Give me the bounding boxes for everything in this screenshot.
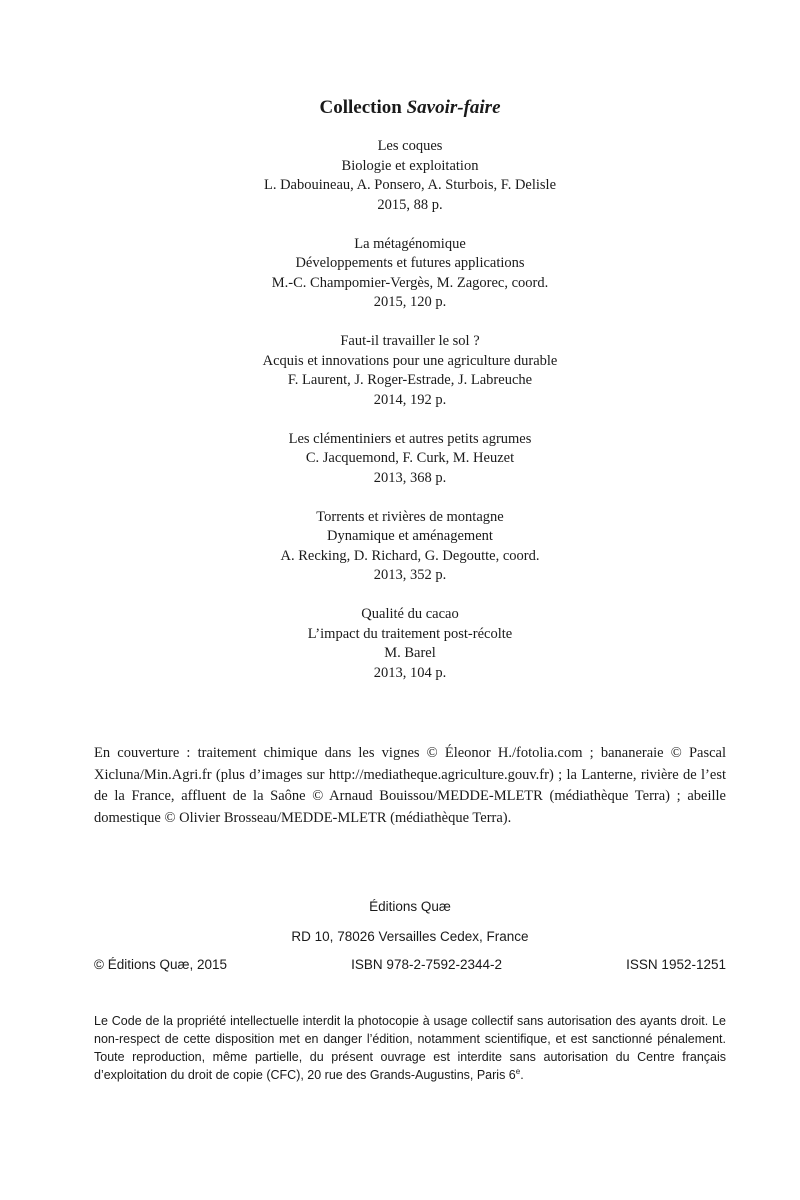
book-authors: C. Jacquemond, F. Curk, M. Heuzet	[305, 450, 515, 466]
book-list	[0, 137, 800, 703]
isbn: ISBN 978-2-7592-2344-2	[351, 957, 503, 972]
book-subtitle: Acquis et innovations pour une agriculture durable	[262, 352, 558, 369]
book-authors: M.-C. Champomier-Vergès, M. Zagorec, coord.	[271, 274, 549, 291]
book-year-pages: 2015, 88 p.	[377, 196, 443, 213]
cover-credits: En couverture : traitement chimique dans les vignes © Éleonor H./fotolia.com ; bananeraie © Pascal Xicluna/Min.Agri.fr (plus d’images sur http://mediatheque.agriculture.gouv.fr) ; la Lanterne, rivière de l’est de la France, affluent de la Saône © Arnaud Bouissou/MEDDE-MLETR (médiathèque Terra) ; abeille domestique © Olivier Brosseau/MEDDE-MLETR (médiathèque Terra).	[94, 745, 726, 826]
book-title: Les clémentiniers et autres petits agrumes	[288, 430, 532, 447]
publication-identifiers	[94, 957, 726, 972]
book-title: Torrents et rivières de montagne	[316, 508, 504, 525]
collection-prefix: Collection	[319, 97, 402, 118]
book-entry	[0, 332, 800, 410]
book-authors: M. Barel	[384, 645, 436, 661]
book-subtitle: Biologie et exploitation	[341, 157, 479, 174]
book-title: La métagénomique	[354, 235, 466, 252]
legal-notice	[94, 1012, 726, 1084]
legal-superscript: e	[515, 1066, 521, 1076]
book-year-pages: 2013, 368 p.	[373, 469, 447, 486]
book-title: Les coques	[377, 138, 443, 154]
book-title: Faut-il travailler le sol ?	[340, 333, 480, 349]
book-authors: F. Laurent, J. Roger-Estrade, J. Labreuche	[287, 372, 533, 388]
book-entry	[0, 137, 800, 215]
copyright-notice: © Éditions Quæ, 2015	[94, 957, 228, 972]
legal-text: Le Code de la propriété intellectuelle interdit la photocopie à usage collectif sans autorisation des ayants droit. Le non-respect de cette disposition met en danger l’édition, notamment scientifique, et est sanctionné pénalement. Toute reproduction, même partielle, du présent ouvrage est interdite sans autorisation du Centre français d’exploitation du droit de copie (CFC), 20 rue des Grands-Augustins, Paris 6	[94, 1014, 726, 1082]
legal-end: .	[520, 1068, 524, 1082]
book-authors: L. Dabouineau, A. Ponsero, A. Sturbois, F. Delisle	[263, 177, 557, 193]
book-entry	[0, 508, 800, 586]
book-entry	[0, 235, 800, 313]
book-entry	[0, 605, 800, 683]
publisher-name: Éditions Quæ	[369, 899, 451, 914]
book-subtitle: Développements et futures applications	[295, 255, 525, 271]
book-year-pages: 2013, 104 p.	[373, 664, 447, 681]
book-year-pages: 2014, 192 p.	[373, 391, 447, 408]
publisher-address: RD 10, 78026 Versailles Cedex, France	[291, 929, 529, 944]
book-subtitle: L’impact du traitement post-récolte	[307, 625, 513, 642]
book-subtitle: Dynamique et aménagement	[327, 528, 493, 544]
book-title: Qualité du cacao	[361, 606, 459, 622]
book-year-pages: 2013, 352 p.	[373, 567, 447, 583]
issn: ISSN 1952-1251	[626, 957, 726, 972]
book-year-pages: 2015, 120 p.	[373, 294, 447, 310]
book-authors: A. Recking, D. Richard, G. Degoutte, coord.	[280, 547, 540, 564]
book-entry	[0, 430, 800, 489]
collection-name: Savoir-faire	[406, 97, 501, 118]
collection-heading	[0, 97, 800, 119]
